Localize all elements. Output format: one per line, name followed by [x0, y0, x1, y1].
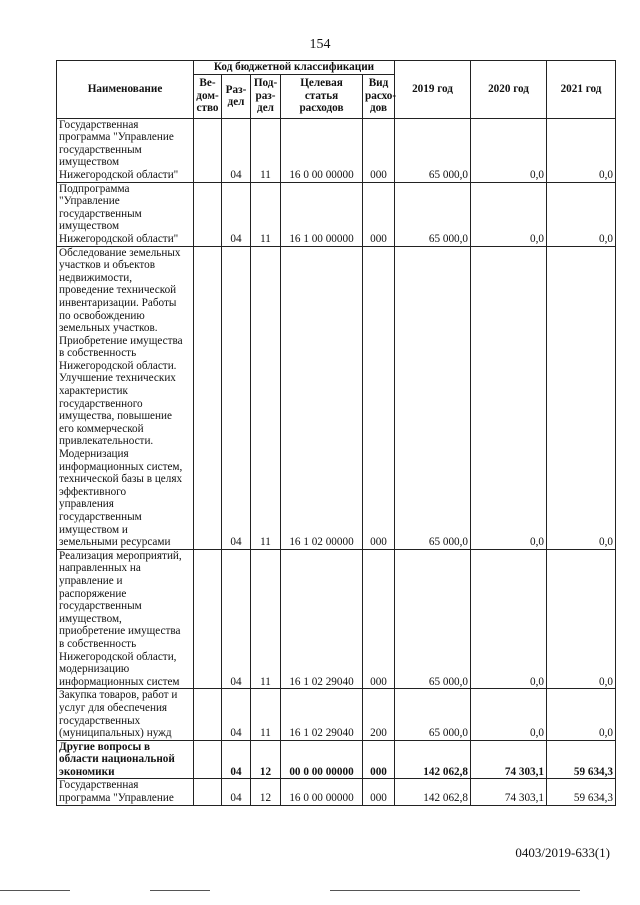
table-row [57, 246, 616, 549]
row-vedomstvo [194, 689, 222, 740]
row-razdel: 04 [222, 689, 251, 740]
row-razdel: 04 [222, 182, 251, 246]
scan-edge-mark [0, 890, 70, 891]
table-row [57, 779, 616, 805]
row-2021: 0,0 [547, 246, 616, 549]
row-razdel: 04 [222, 740, 251, 779]
row-2020: 0,0 [471, 689, 547, 740]
row-target-article: 16 1 02 29040 [281, 549, 363, 689]
row-2019: 142 062,8 [395, 779, 471, 805]
budget-table [56, 60, 616, 806]
row-2019: 65 000,0 [395, 246, 471, 549]
row-vedomstvo [194, 740, 222, 779]
row-razdel: 04 [222, 779, 251, 805]
row-expense-type: 200 [363, 689, 395, 740]
row-expense-type: 000 [363, 246, 395, 549]
header-2021: 2021 год [547, 61, 616, 119]
table-row [57, 118, 616, 182]
row-2020: 74 303,1 [471, 779, 547, 805]
scan-edge-mark [150, 890, 210, 891]
header-target-article: Целевая статья расходов [281, 74, 363, 118]
row-target-article: 16 1 02 29040 [281, 689, 363, 740]
row-vedomstvo [194, 182, 222, 246]
row-2019: 65 000,0 [395, 549, 471, 689]
scan-edge-mark [330, 890, 580, 891]
row-name: Закупка товаров, работ и услуг для обеспечения государственных (муниципальных) нужд [57, 689, 194, 740]
header-vedomstvo: Ве- дом- ство [194, 74, 222, 118]
row-razdel: 04 [222, 549, 251, 689]
row-expense-type: 000 [363, 118, 395, 182]
row-name: Другие вопросы в области национальной экономики [57, 740, 194, 779]
row-expense-type: 000 [363, 740, 395, 779]
table-row [57, 549, 616, 689]
row-razdel: 04 [222, 118, 251, 182]
row-2021: 59 634,3 [547, 740, 616, 779]
page-number: 154 [309, 37, 331, 52]
row-name: Государственная программа "Управление [57, 779, 194, 805]
row-2020: 0,0 [471, 182, 547, 246]
row-2020: 0,0 [471, 246, 547, 549]
row-2019: 142 062,8 [395, 740, 471, 779]
row-podrazdel: 11 [251, 246, 281, 549]
row-2019: 65 000,0 [395, 689, 471, 740]
header-2020: 2020 год [471, 61, 547, 119]
row-2021: 0,0 [547, 182, 616, 246]
table-header [57, 61, 616, 119]
row-2020: 0,0 [471, 118, 547, 182]
row-2021: 59 634,3 [547, 779, 616, 805]
row-name: Подпрограмма "Управление государственным имуществом Нижегородской области" [57, 182, 194, 246]
row-2020: 74 303,1 [471, 740, 547, 779]
row-podrazdel: 12 [251, 740, 281, 779]
row-podrazdel: 11 [251, 118, 281, 182]
row-podrazdel: 11 [251, 549, 281, 689]
row-2021: 0,0 [547, 549, 616, 689]
row-2020: 0,0 [471, 549, 547, 689]
table-row [57, 689, 616, 740]
row-name: Обследование земельных участков и объектов недвижимости, проведение технической инвентаризации. Работы по освобождению земельных участков. Приобретение имущества в собственность Нижегородской области. Улучшение технических характеристик государственного имущества, повышение его коммерческой привлекательности. Модернизация информационных систем, технической базы в целях эффективного управления государственным имуществом и земельными ресурсами [57, 246, 194, 549]
row-expense-type: 000 [363, 182, 395, 246]
table-row [57, 182, 616, 246]
row-expense-type: 000 [363, 779, 395, 805]
row-2019: 65 000,0 [395, 118, 471, 182]
table-body [57, 118, 616, 805]
row-target-article: 16 1 00 00000 [281, 182, 363, 246]
row-podrazdel: 11 [251, 689, 281, 740]
row-target-article: 16 1 02 00000 [281, 246, 363, 549]
row-vedomstvo [194, 246, 222, 549]
document-code: 0403/2019-633(1) [515, 845, 610, 860]
row-expense-type: 000 [363, 549, 395, 689]
row-2021: 0,0 [547, 118, 616, 182]
row-vedomstvo [194, 549, 222, 689]
row-vedomstvo [194, 779, 222, 805]
row-podrazdel: 11 [251, 182, 281, 246]
header-podrazdel: Под- раз- дел [251, 74, 281, 118]
row-name: Реализация мероприятий, направленных на управление и распоряжение государственным имуществом, приобретение имущества в собственность Нижегородской области, модернизацию информационных систем [57, 549, 194, 689]
header-expense-type: Вид расхо- дов [363, 74, 395, 118]
header-razdel: Раз- дел [222, 74, 251, 118]
row-vedomstvo [194, 118, 222, 182]
row-name: Государственная программа "Управление государственным имуществом Нижегородской области" [57, 118, 194, 182]
row-target-article: 00 0 00 00000 [281, 740, 363, 779]
row-2021: 0,0 [547, 689, 616, 740]
header-classification-code: Код бюджетной классификации [194, 61, 395, 75]
table-row [57, 740, 616, 779]
header-2019: 2019 год [395, 61, 471, 119]
row-razdel: 04 [222, 246, 251, 549]
row-target-article: 16 0 00 00000 [281, 779, 363, 805]
header-name: Наименование [57, 61, 194, 119]
row-podrazdel: 12 [251, 779, 281, 805]
row-2019: 65 000,0 [395, 182, 471, 246]
row-target-article: 16 0 00 00000 [281, 118, 363, 182]
